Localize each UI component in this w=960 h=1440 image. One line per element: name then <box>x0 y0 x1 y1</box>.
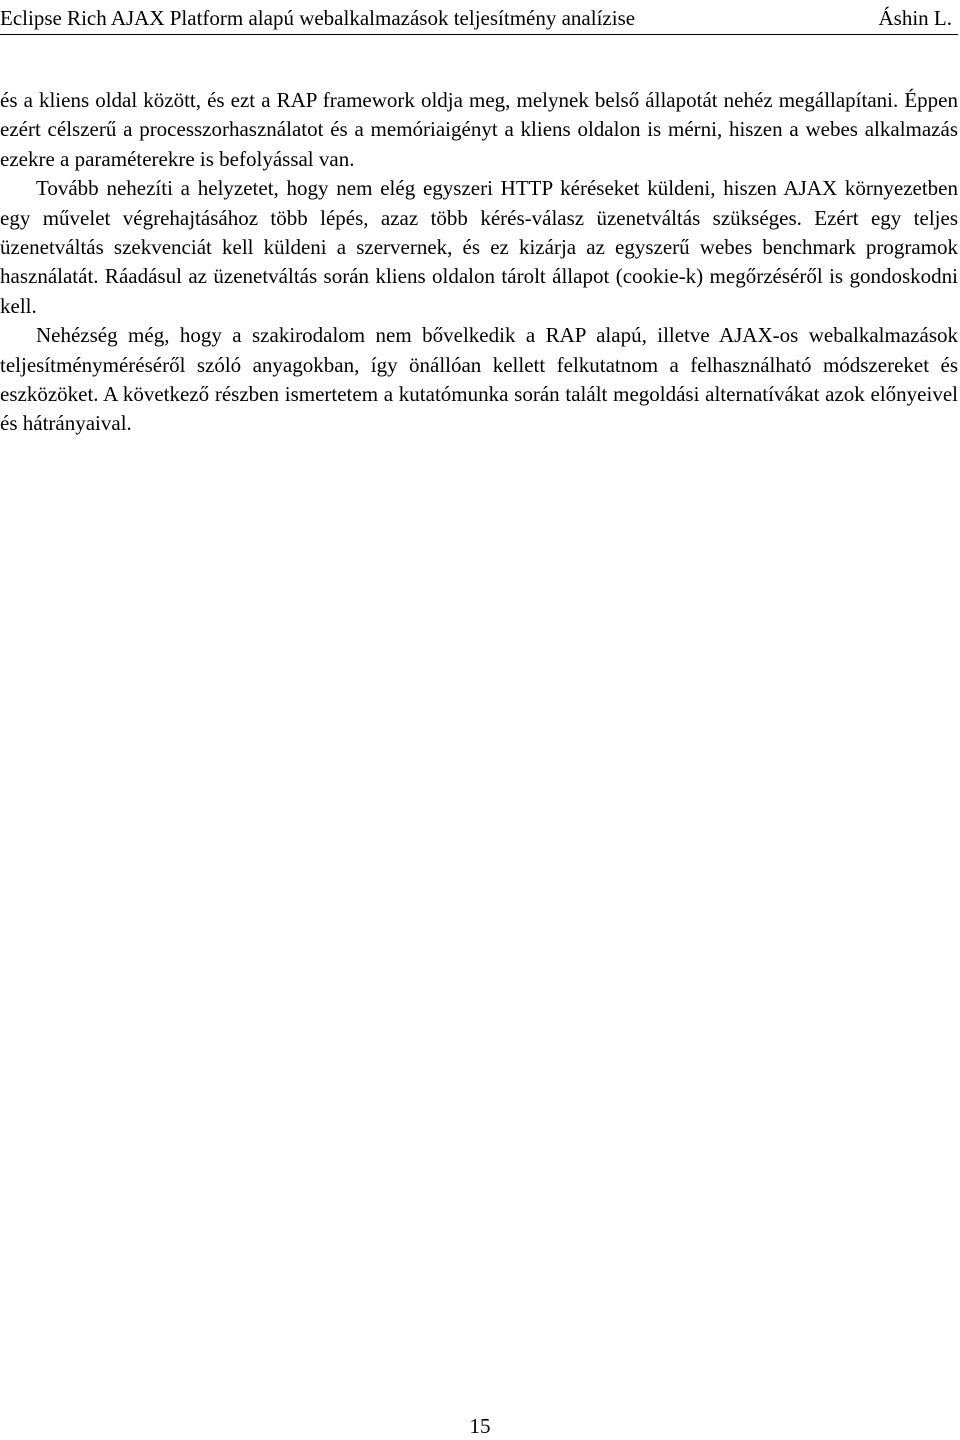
author-name: Áshin L. <box>878 6 952 30</box>
document-title: Eclipse Rich AJAX Platform alapú webalkalmazások teljesítmény analízise <box>0 6 636 30</box>
body-text <box>0 86 958 439</box>
running-header <box>0 4 958 35</box>
page-number: 15 <box>469 1414 491 1438</box>
paragraph: Tovább nehezíti a helyzetet, hogy nem elég egyszeri HTTP kéréseket küldeni, hiszen AJAX környezetben egy művelet végrehajtásához több lépés, azaz több kérés-válasz üzenetváltás szükséges. Ezért egy teljes üzenetváltás szekvenciát kell küldeni a szervernek, és ez kizárja az egyszerű webes benchmark programok használatát. Ráadásul az üzenetváltás során kliens oldalon tárolt állapot (cookie-k) megőrzéséről is gondoskodni kell. <box>0 176 958 318</box>
paragraph: Nehézség még, hogy a szakirodalom nem bővelkedik a RAP alapú, illetve AJAX-os webalkalmazások teljesítményméréséről szóló anyagokban, így önállóan kellett felkutatnom a felhasználható módszereket és eszközöket. A következő részben ismertetem a kutatómunka során talált megoldási alternatívákat azok előnyeivel és hátrányaival. <box>0 323 958 436</box>
paragraph: és a kliens oldal között, és ezt a RAP framework oldja meg, melynek belső állapotát nehéz megállapítani. Éppen ezért célszerű a processzorhasználatot és a memóriaigényt a kliens oldalon is mérni, hiszen a webes alkalmazás ezekre a paraméterekre is befolyással van. <box>0 88 958 171</box>
